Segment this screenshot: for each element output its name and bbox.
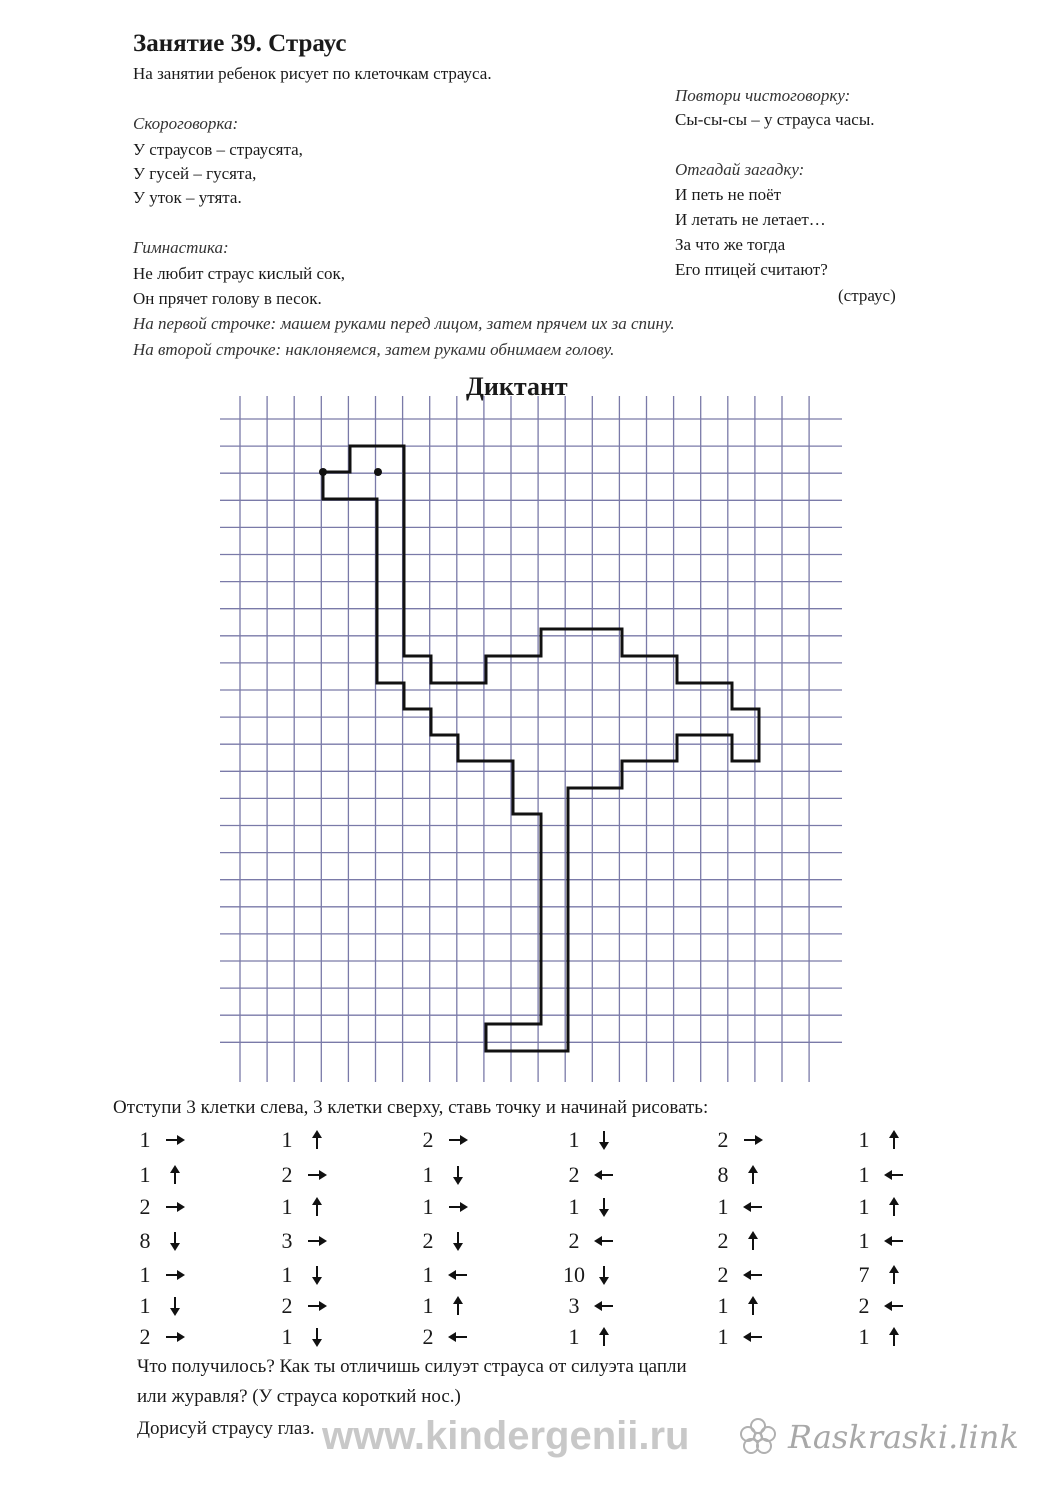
dictation-step (417, 1194, 497, 1220)
step-count: 1 (717, 1324, 729, 1349)
step-count: 1 (139, 1162, 151, 1187)
arrow-left-icon (883, 1164, 905, 1186)
arrow-up-icon (742, 1295, 764, 1317)
dictation-step (134, 1162, 214, 1188)
dictation-step (417, 1262, 497, 1288)
step-count: 2 (422, 1127, 434, 1152)
arrow-down-icon (447, 1164, 469, 1186)
pure-phrase-label: Повтори чистоговорку: (675, 86, 851, 105)
dictation-step (563, 1228, 643, 1254)
arrow-right-icon (164, 1264, 186, 1286)
arrow-right-icon (306, 1295, 328, 1317)
step-count: 2 (422, 1324, 434, 1349)
dictation-step (417, 1324, 497, 1350)
step-count: 1 (139, 1262, 151, 1287)
step-count: 2 (281, 1293, 293, 1318)
dictation-step (134, 1324, 214, 1350)
dictation-step (417, 1127, 497, 1153)
dictation-step (563, 1324, 643, 1350)
step-count: 1 (568, 1194, 580, 1219)
dictation-step (563, 1293, 643, 1319)
arrow-up-icon (447, 1295, 469, 1317)
arrow-left-icon (883, 1295, 905, 1317)
step-count: 3 (568, 1293, 580, 1318)
step-count: 1 (139, 1293, 151, 1318)
dictation-step (417, 1293, 497, 1319)
pure-phrase-line: Сы-сы-сы – у страуса часы. (675, 110, 875, 129)
step-count: 2 (858, 1293, 870, 1318)
arrow-down-icon (593, 1264, 615, 1286)
dictation-instruction: Отступи 3 клетки слева, 3 клетки сверху, ставь точку и начинай рисовать: (113, 1097, 709, 1118)
dictation-step (276, 1162, 356, 1188)
page-title: Занятие 39. Страус (133, 30, 347, 57)
dictation-step (712, 1262, 792, 1288)
start-dot (319, 468, 327, 476)
step-count: 2 (717, 1262, 729, 1287)
step-count: 1 (281, 1194, 293, 1219)
arrow-right-icon (306, 1230, 328, 1252)
question-line: Что получилось? Как ты отличишь силуэт страуса от силуэта цапли (137, 1356, 687, 1377)
grid-lines (220, 396, 842, 1082)
dictation-step (563, 1162, 643, 1188)
dictation-step (563, 1194, 643, 1220)
arrow-right-icon (447, 1129, 469, 1151)
site-watermark: www.kindergenii.ru (322, 1414, 690, 1458)
dictation-step (276, 1324, 356, 1350)
arrow-left-icon (593, 1230, 615, 1252)
dictation-step (712, 1293, 792, 1319)
step-count: 1 (422, 1262, 434, 1287)
arrow-down-icon (164, 1230, 186, 1252)
riddle-line: И петь не поёт (675, 185, 782, 204)
riddle-line: Его птицей считают? (675, 260, 828, 279)
arrow-right-icon (164, 1129, 186, 1151)
gymnastics-label: Гимнастика: (133, 238, 229, 257)
question-line: или журавля? (У страуса короткий нос.) (137, 1386, 461, 1407)
riddle-answer: (страус) (838, 286, 896, 305)
step-count: 8 (139, 1228, 151, 1253)
arrow-right-icon (164, 1326, 186, 1348)
step-count: 1 (858, 1162, 870, 1187)
arrow-left-icon (447, 1326, 469, 1348)
dictation-step (853, 1324, 933, 1350)
arrow-left-icon (883, 1230, 905, 1252)
step-count: 1 (858, 1228, 870, 1253)
dictation-step (134, 1228, 214, 1254)
step-count: 1 (422, 1194, 434, 1219)
step-count: 2 (281, 1162, 293, 1187)
dictation-step (276, 1293, 356, 1319)
dictation-step (417, 1162, 497, 1188)
arrow-down-icon (306, 1326, 328, 1348)
arrow-up-icon (742, 1230, 764, 1252)
step-count: 7 (858, 1262, 870, 1287)
arrow-down-icon (447, 1230, 469, 1252)
arrow-up-icon (306, 1129, 328, 1151)
arrow-up-icon (883, 1196, 905, 1218)
step-count: 1 (281, 1127, 293, 1152)
step-count: 2 (717, 1228, 729, 1253)
arrow-down-icon (164, 1295, 186, 1317)
dictation-step (853, 1293, 933, 1319)
dictation-step (276, 1262, 356, 1288)
dictation-step (563, 1127, 643, 1153)
step-count: 1 (717, 1194, 729, 1219)
arrow-right-icon (447, 1196, 469, 1218)
step-count: 2 (568, 1228, 580, 1253)
eye-dot (374, 468, 382, 476)
dictation-step (853, 1162, 933, 1188)
dictation-step (276, 1127, 356, 1153)
arrow-left-icon (593, 1295, 615, 1317)
gymnastics-line: Не любит страус кислый сок, (133, 264, 346, 283)
dictation-step (134, 1262, 214, 1288)
arrow-up-icon (883, 1326, 905, 1348)
step-count: 2 (568, 1162, 580, 1187)
tongue-twister-label: Скороговорка: (133, 114, 239, 133)
step-count: 1 (281, 1324, 293, 1349)
dictation-step (712, 1228, 792, 1254)
dictation-step (276, 1228, 356, 1254)
question-line: Дорисуй страусу глаз. (137, 1418, 315, 1439)
dictation-step (712, 1127, 792, 1153)
step-count: 2 (139, 1324, 151, 1349)
arrow-up-icon (883, 1264, 905, 1286)
flower-icon (738, 1416, 778, 1456)
arrow-left-icon (593, 1164, 615, 1186)
arrow-up-icon (164, 1164, 186, 1186)
arrow-up-icon (306, 1196, 328, 1218)
dictation-step (276, 1194, 356, 1220)
tongue-twister-line: У страусов – страусята, (133, 140, 303, 159)
page-subtitle: На занятии ребенок рисует по клеточкам страуса. (133, 64, 492, 83)
arrow-left-icon (447, 1264, 469, 1286)
arrow-up-icon (742, 1164, 764, 1186)
arrow-left-icon (742, 1196, 764, 1218)
step-count: 10 (563, 1262, 585, 1287)
step-count: 1 (568, 1127, 580, 1152)
dictation-step (134, 1293, 214, 1319)
step-count: 1 (717, 1293, 729, 1318)
dictation-step (134, 1194, 214, 1220)
step-count: 1 (422, 1293, 434, 1318)
step-count: 2 (422, 1228, 434, 1253)
step-count: 1 (139, 1127, 151, 1152)
dictation-title: Диктант (466, 372, 568, 401)
ostrich-outline (323, 446, 759, 1051)
arrow-down-icon (593, 1196, 615, 1218)
step-count: 2 (717, 1127, 729, 1152)
step-count: 1 (281, 1262, 293, 1287)
step-count: 1 (858, 1194, 870, 1219)
brand-watermark: Raskraski.link (788, 1418, 1019, 1456)
step-count: 1 (858, 1127, 870, 1152)
step-count: 8 (717, 1162, 729, 1187)
dictation-step (853, 1262, 933, 1288)
arrow-right-icon (742, 1129, 764, 1151)
gymnastics-note: На второй строчке: наклоняемся, затем руками обнимаем голову. (133, 340, 615, 359)
arrow-left-icon (742, 1326, 764, 1348)
arrow-up-icon (593, 1326, 615, 1348)
gymnastics-note: На первой строчке: машем руками перед лицом, затем прячем их за спину. (133, 314, 675, 333)
dictation-step (853, 1194, 933, 1220)
arrow-up-icon (883, 1129, 905, 1151)
dictation-step (417, 1228, 497, 1254)
tongue-twister-line: У гусей – гусята, (133, 164, 257, 183)
step-count: 1 (858, 1324, 870, 1349)
step-count: 1 (422, 1162, 434, 1187)
riddle-label: Отгадай загадку: (675, 160, 805, 179)
dictation-step (712, 1162, 792, 1188)
dictation-step (712, 1194, 792, 1220)
dictation-step (563, 1262, 643, 1288)
riddle-line: За что же тогда (675, 235, 786, 254)
step-count: 2 (139, 1194, 151, 1219)
dictation-step (134, 1127, 214, 1153)
arrow-down-icon (306, 1264, 328, 1286)
step-count: 3 (281, 1228, 293, 1253)
arrow-down-icon (593, 1129, 615, 1151)
arrow-left-icon (742, 1264, 764, 1286)
dictation-step (853, 1127, 933, 1153)
arrow-right-icon (164, 1196, 186, 1218)
tongue-twister-line: У уток – утята. (133, 188, 242, 207)
step-count: 1 (568, 1324, 580, 1349)
dictation-step (712, 1324, 792, 1350)
gymnastics-line: Он прячет голову в песок. (133, 289, 322, 308)
arrow-right-icon (306, 1164, 328, 1186)
riddle-line: И летать не летает… (675, 210, 826, 229)
dictation-step (853, 1228, 933, 1254)
